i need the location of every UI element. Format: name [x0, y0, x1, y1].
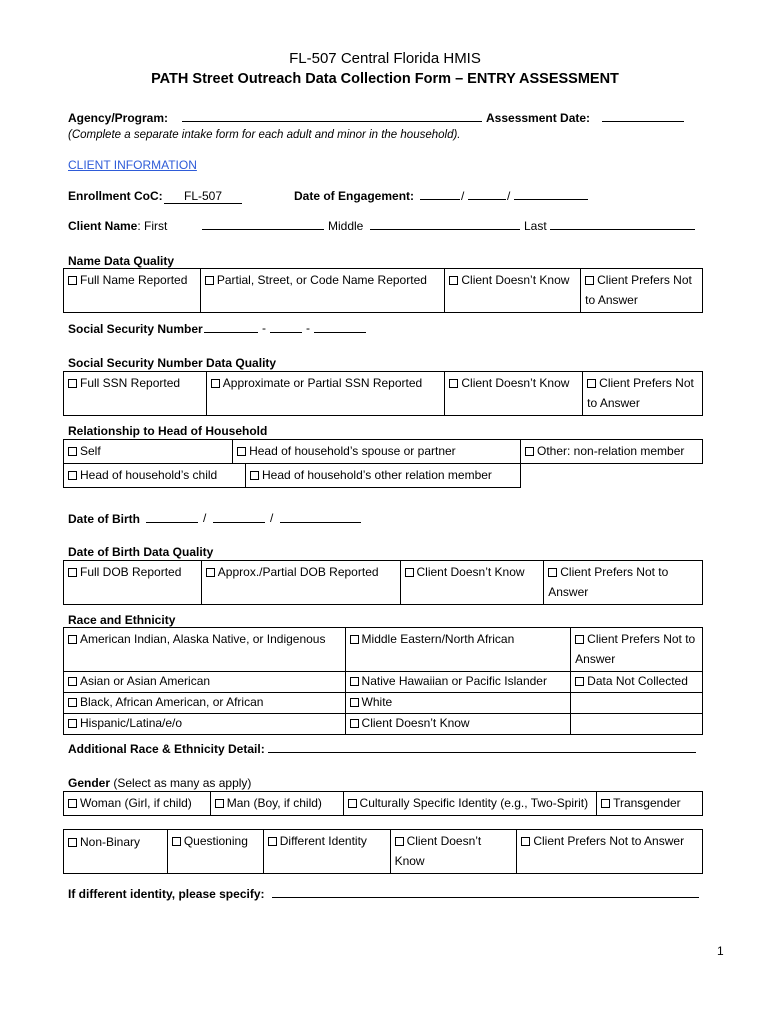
additional-race-detail-field[interactable] — [268, 742, 696, 753]
option-woman[interactable]: Woman (Girl, if child) — [64, 792, 211, 816]
checkbox-icon[interactable] — [525, 447, 534, 456]
first-name-label: : First — [137, 219, 168, 233]
checkbox-icon[interactable] — [575, 635, 584, 644]
checkbox-icon[interactable] — [350, 635, 359, 644]
checkbox-icon[interactable] — [68, 379, 77, 388]
checkbox-icon[interactable] — [68, 838, 77, 847]
option-middle-eastern[interactable]: Middle Eastern/North African — [345, 628, 571, 672]
enrollment-coc-field[interactable] — [164, 189, 242, 204]
dob-year-field[interactable] — [280, 512, 361, 523]
date-of-engagement-label: Date of Engagement: — [294, 189, 415, 203]
option-client-prefers-not[interactable]: Client Prefers Not to Answer — [583, 372, 703, 416]
option-other-non-relation[interactable]: Other: non-relation member — [521, 440, 703, 464]
checkbox-icon[interactable] — [348, 799, 357, 808]
agency-program-field[interactable] — [182, 111, 482, 122]
gender-heading — [68, 776, 251, 790]
gender-table-row1 — [63, 791, 703, 816]
checkbox-icon[interactable] — [587, 379, 596, 388]
option-full-ssn[interactable]: Full SSN Reported — [64, 372, 207, 416]
option-data-not-collected[interactable]: Data Not Collected — [571, 672, 703, 693]
checkbox-icon[interactable] — [68, 635, 77, 644]
option-white[interactable]: White — [345, 693, 571, 714]
option-non-binary[interactable]: Non-Binary — [64, 830, 168, 874]
checkbox-icon[interactable] — [268, 837, 277, 846]
relationship-table — [63, 439, 703, 488]
dob-day-field[interactable] — [213, 512, 265, 523]
form-title: FL-507 Central Florida HMIS — [289, 50, 481, 67]
date-slash: / — [203, 511, 207, 525]
different-identity-label: If different identity, please specify: — [68, 887, 265, 901]
ssn-part1-field[interactable] — [204, 322, 258, 333]
option-client-doesnt-know[interactable]: Client Doesn’t Know — [400, 561, 544, 605]
relationship-label: Relationship to Head of Household — [68, 424, 268, 438]
checkbox-icon[interactable] — [68, 677, 77, 686]
option-client-doesnt-know[interactable]: Client Doesn’t Know — [445, 372, 583, 416]
option-transgender[interactable]: Transgender — [597, 792, 703, 816]
option-asian[interactable]: Asian or Asian American — [64, 672, 346, 693]
option-client-doesnt-know[interactable]: Client Doesn’t Know — [445, 269, 581, 313]
different-identity-field[interactable] — [272, 887, 699, 898]
checkbox-icon[interactable] — [68, 276, 77, 285]
checkbox-icon[interactable] — [68, 799, 77, 808]
option-full-name-reported[interactable]: Full Name Reported — [64, 269, 201, 313]
dob-data-quality-table — [63, 560, 703, 605]
option-black[interactable]: Black, African American, or African — [64, 693, 346, 714]
agency-program-label: Agency/Program: — [68, 111, 169, 125]
checkbox-icon[interactable] — [449, 379, 458, 388]
checkbox-icon[interactable] — [237, 447, 246, 456]
option-american-indian[interactable]: American Indian, Alaska Native, or Indigenous — [64, 628, 346, 672]
name-data-quality-table — [63, 268, 703, 313]
checkbox-icon[interactable] — [215, 799, 224, 808]
checkbox-icon[interactable] — [172, 837, 181, 846]
checkbox-icon[interactable] — [395, 837, 404, 846]
option-culturally-specific[interactable]: Culturally Specific Identity (e.g., Two-Spirit) — [343, 792, 597, 816]
checkbox-icon[interactable] — [206, 568, 215, 577]
engagement-year-field[interactable] — [514, 189, 588, 200]
checkbox-icon[interactable] — [449, 276, 458, 285]
race-ethnicity-label: Race and Ethnicity — [68, 613, 176, 627]
checkbox-icon[interactable] — [211, 379, 220, 388]
empty-cell — [521, 464, 703, 488]
middle-name-label: Middle — [328, 219, 364, 233]
ssn-part2-field[interactable] — [270, 322, 302, 333]
date-slash: / — [461, 189, 465, 203]
option-other-relation[interactable]: Head of household’s other relation member — [246, 464, 521, 488]
option-man[interactable]: Man (Boy, if child) — [210, 792, 343, 816]
additional-race-detail-label: Additional Race & Ethnicity Detail: — [68, 742, 265, 756]
client-name-label: Client Name — [68, 219, 138, 233]
empty-cell — [571, 693, 703, 714]
gender-hint: (Select as many as apply) — [113, 776, 252, 790]
empty-cell — [571, 714, 703, 735]
checkbox-icon[interactable] — [521, 837, 530, 846]
checkbox-icon[interactable] — [205, 276, 214, 285]
option-client-prefers-not[interactable]: Client Prefers Not to Answer — [581, 269, 703, 313]
ssn-part3-field[interactable] — [314, 322, 366, 333]
option-partial-name[interactable]: Partial, Street, or Code Name Reported — [200, 269, 445, 313]
option-client-doesnt-know[interactable]: Client Doesn’t Know — [390, 830, 517, 874]
first-name-field[interactable] — [202, 219, 324, 230]
option-approx-dob[interactable]: Approx./Partial DOB Reported — [201, 561, 400, 605]
option-full-dob[interactable]: Full DOB Reported — [64, 561, 202, 605]
option-client-prefers-not[interactable]: Client Prefers Not to Answer — [544, 561, 703, 605]
enrollment-coc-value: FL-507 — [183, 189, 223, 203]
ssn-data-quality-table — [63, 371, 703, 416]
option-hispanic[interactable]: Hispanic/Latina/e/o — [64, 714, 346, 735]
checkbox-icon[interactable] — [68, 698, 77, 707]
intake-note: (Complete a separate intake form for each adult and minor in the household). — [68, 129, 461, 141]
option-client-prefers-not[interactable]: Client Prefers Not to Answer — [571, 628, 703, 672]
form-subtitle: PATH Street Outreach Data Collection Form – ENTRY ASSESSMENT — [151, 71, 619, 87]
engagement-day-field[interactable] — [468, 189, 506, 200]
date-slash: / — [507, 189, 511, 203]
middle-name-field[interactable] — [370, 219, 520, 230]
checkbox-icon[interactable] — [68, 719, 77, 728]
client-name-row — [68, 219, 167, 233]
ssn-data-quality-label: Social Security Number Data Quality — [68, 356, 277, 370]
engagement-month-field[interactable] — [420, 189, 460, 200]
page-number: 1 — [717, 944, 724, 958]
dob-data-quality-label: Date of Birth Data Quality — [68, 545, 214, 559]
checkbox-icon[interactable] — [405, 568, 414, 577]
option-client-doesnt-know[interactable]: Client Doesn’t Know — [345, 714, 571, 735]
race-ethnicity-table — [63, 627, 703, 735]
option-spouse-partner[interactable]: Head of household’s spouse or partner — [233, 440, 521, 464]
option-approx-ssn[interactable]: Approximate or Partial SSN Reported — [206, 372, 445, 416]
gender-label: Gender — [68, 776, 111, 790]
checkbox-icon[interactable] — [250, 471, 259, 480]
checkbox-icon[interactable] — [350, 677, 359, 686]
client-information-heading: CLIENT INFORMATION — [68, 158, 197, 172]
option-client-prefers-not[interactable]: Client Prefers Not to Answer — [517, 830, 703, 874]
dob-month-field[interactable] — [146, 512, 198, 523]
ssn-dash: - — [262, 321, 266, 335]
dob-label: Date of Birth — [68, 512, 140, 526]
option-self[interactable]: Self — [64, 440, 233, 464]
enrollment-coc-label: Enrollment CoC: — [68, 189, 163, 203]
checkbox-icon[interactable] — [68, 447, 77, 456]
last-name-label: Last — [524, 219, 547, 233]
ssn-label: Social Security Number — [68, 322, 203, 336]
last-name-field[interactable] — [550, 219, 695, 230]
checkbox-icon[interactable] — [350, 719, 359, 728]
option-questioning[interactable]: Questioning — [167, 830, 263, 874]
checkbox-icon[interactable] — [601, 799, 610, 808]
assessment-date-label: Assessment Date: — [486, 111, 591, 125]
option-hoh-child[interactable]: Head of household’s child — [64, 464, 246, 488]
option-different-identity[interactable]: Different Identity — [263, 830, 390, 874]
checkbox-icon[interactable] — [350, 698, 359, 707]
checkbox-icon[interactable] — [68, 471, 77, 480]
ssn-dash: - — [306, 321, 310, 335]
date-slash: / — [270, 511, 274, 525]
assessment-date-field[interactable] — [602, 111, 684, 122]
checkbox-icon[interactable] — [68, 568, 77, 577]
checkbox-icon[interactable] — [585, 276, 594, 285]
checkbox-icon[interactable] — [548, 568, 557, 577]
name-data-quality-label: Name Data Quality — [68, 254, 175, 268]
gender-table-row2 — [63, 829, 703, 874]
checkbox-icon[interactable] — [575, 677, 584, 686]
option-native-hawaiian[interactable]: Native Hawaiian or Pacific Islander — [345, 672, 571, 693]
